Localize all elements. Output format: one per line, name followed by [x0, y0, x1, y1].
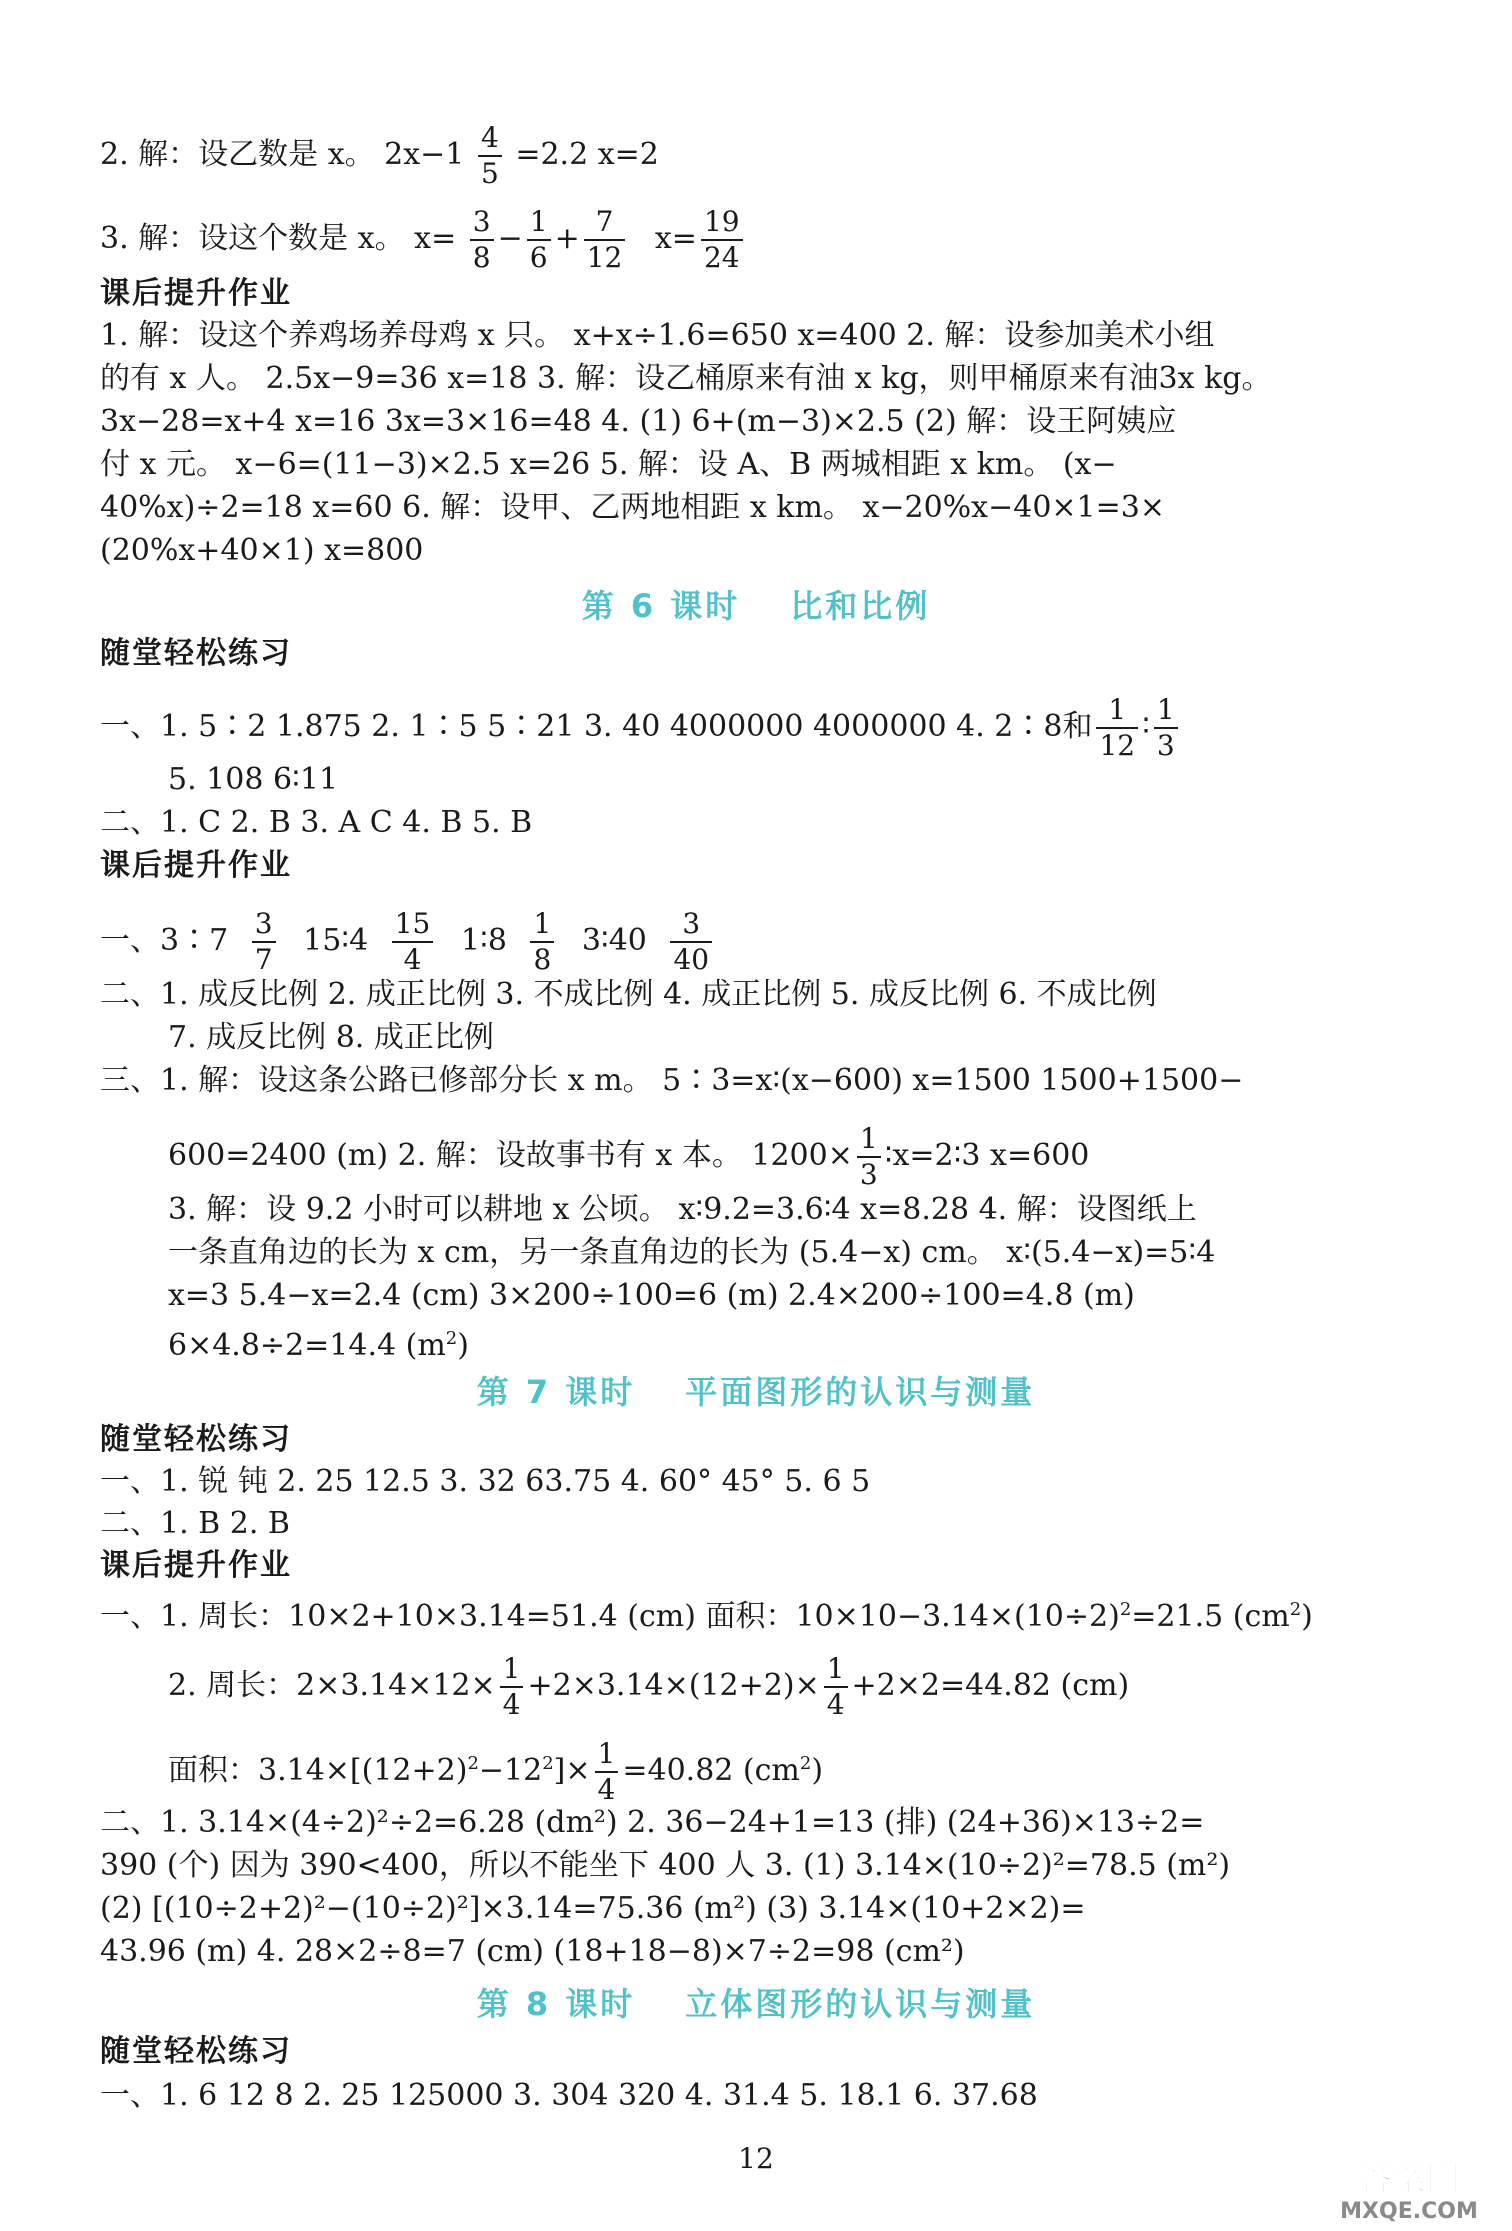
numerator: 4 [478, 124, 502, 157]
numerator: 1 [530, 910, 554, 943]
numerator: 1 [857, 1125, 881, 1158]
lesson-name: 平面图形的认识与测量 [685, 1373, 1036, 1411]
denominator: 4 [403, 943, 422, 976]
fraction [857, 1122, 881, 1191]
text: =21.5 (cm [1131, 1599, 1290, 1634]
section-title: 课后提升作业 [100, 276, 292, 311]
answer-line: 二、1. C 2. B 3. A C 4. B 5. B [100, 805, 533, 840]
text: −12 [478, 1753, 543, 1788]
numerator: 19 [701, 208, 743, 241]
section-title: 随堂轻松练习 [100, 2034, 292, 2069]
text: ) [1301, 1599, 1313, 1634]
lesson-heading [0, 1370, 1512, 1414]
fraction [500, 1652, 524, 1721]
text: 一、1. 5∶2 1.875 2. 1∶5 5∶21 3. 40 4000000 4000000 4. 2∶8和 [100, 709, 1093, 744]
fraction [1154, 693, 1178, 762]
answer-line: 付 x 元。 x−6=(11−3)×2.5 x=26 5. 解：设 A、B 两城相距 x km。 (x− [100, 447, 1117, 482]
answer-line: 3. 解：设 9.2 小时可以耕地 x 公顷。 x∶9.2=3.6∶4 x=8.28 4. 解：设图纸上 [168, 1192, 1197, 1227]
numerator: 1 [527, 208, 551, 241]
page-number: 12 [738, 2142, 774, 2175]
answer-line: 一、1. 锐 钝 2. 25 12.5 3. 32 63.75 4. 60° 45° 5. 6 5 [100, 1464, 871, 1499]
answer-line: 43.96 (m) 4. 28×2÷8=7 (cm) (18+18−8)×7÷2=98 (cm²) [100, 1934, 965, 1969]
section-title: 课后提升作业 [100, 1548, 292, 1583]
answer-line [100, 1590, 1313, 1637]
superscript: 2 [542, 1753, 554, 1774]
answer-line: 二、1. 3.14×(4÷2)²÷2=6.28 (dm²) 2. 36−24+1=13 (排) (24+36)×13÷2= [100, 1805, 1205, 1840]
text: 一、1. 周长：10×2+10×3.14=51.4 (cm) 面积：10×10−3.14×(10÷2) [100, 1599, 1120, 1634]
text: +2×2=44.82 (cm) [851, 1668, 1130, 1703]
numerator: 3 [670, 910, 712, 943]
answer-line: 5. 108 6∶11 [168, 762, 339, 797]
answer-line [168, 1737, 824, 1806]
answer-line [168, 1319, 469, 1366]
fraction [252, 907, 276, 976]
denominator: 40 [673, 943, 710, 976]
text: x= [654, 221, 697, 256]
numerator: 1 [1154, 696, 1178, 729]
answer-line: 7. 成反比例 8. 成正比例 [168, 1020, 494, 1055]
text: 面积：3.14×[(12+2) [168, 1753, 468, 1788]
superscript: 2 [1119, 1599, 1132, 1620]
text: ∶ [1142, 709, 1150, 744]
answer-line: 3x−28=x+4 x=16 3x=3×16=48 4. (1) 6+(m−3)×2.5 (2) 解：设王阿姨应 [100, 404, 1177, 439]
answer-line: x=3 5.4−x=2.4 (cm) 3×200÷100=6 (m) 2.4×200÷100=4.8 (m) [168, 1278, 1135, 1313]
fraction [595, 1737, 619, 1806]
numerator: 1 [595, 1740, 619, 1773]
text: 1∶8 [460, 923, 507, 958]
answer-line [100, 121, 659, 190]
denominator: 12 [1099, 729, 1136, 762]
section-title: 随堂轻松练习 [100, 636, 292, 671]
text: +2×3.14×(12+2)× [527, 1668, 820, 1703]
numerator: 1 [1096, 696, 1138, 729]
denominator: 4 [597, 1773, 616, 1806]
text: 3∶40 [581, 923, 647, 958]
fraction [470, 205, 494, 274]
superscript: 2 [467, 1753, 479, 1774]
lesson-heading [0, 1982, 1512, 2026]
lesson-heading [0, 584, 1512, 628]
answer-line [168, 1652, 1130, 1721]
numerator: 3 [470, 208, 494, 241]
denominator: 7 [254, 943, 273, 976]
fraction [670, 907, 712, 976]
numerator: 7 [584, 208, 626, 241]
answer-line: 三、1. 解：设这条公路已修部分长 x m。 5∶3=x∶(x−600) x=1500 1500+1500− [100, 1063, 1244, 1098]
answer-line: 的有 x 人。 2.5x−9=36 x=18 3. 解：设乙桶原来有油 x kg，则甲桶原来有油3x kg。 [100, 361, 1272, 396]
lesson-number: 第 8 课时 [476, 1985, 636, 2023]
text: 600=2400 (m) 2. 解：设故事书有 x 本。 1200× [168, 1138, 853, 1173]
text: ) [457, 1328, 469, 1363]
text: ∶x=2∶3 x=600 [884, 1138, 1090, 1173]
text: =40.82 (cm [622, 1753, 800, 1788]
answer-line: 390 (个) 因为 390<400，所以不能坐下 400 人 3. (1) 3.14×(10÷2)²=78.5 (m²) [100, 1848, 1231, 1883]
answer-line: 40%x)÷2=18 x=60 6. 解：设甲、乙两地相距 x km。 x−20%x−40×1=3× [100, 490, 1165, 525]
denominator: 8 [533, 943, 552, 976]
text: 一、3∶7 [100, 923, 229, 958]
lesson-name: 立体图形的认识与测量 [685, 1985, 1036, 2023]
denominator: 24 [703, 241, 740, 274]
lesson-number: 第 7 课时 [476, 1373, 636, 1411]
answer-line [168, 1122, 1090, 1191]
numerator: 3 [252, 910, 276, 943]
denominator: 6 [529, 241, 548, 274]
denominator: 8 [472, 241, 491, 274]
watermark-logo [1324, 2150, 1494, 2224]
denominator: 12 [586, 241, 623, 274]
section-title: 课后提升作业 [100, 848, 292, 883]
answer-line: 一、1. 6 12 8 2. 25 125000 3. 304 320 4. 31.4 5. 18.1 6. 37.68 [100, 2078, 1038, 2113]
answer-line: 二、1. B 2. B [100, 1506, 290, 1541]
fraction [478, 121, 502, 190]
denominator: 4 [826, 1688, 845, 1721]
superscript: 2 [1289, 1599, 1302, 1620]
answer-line [100, 693, 1182, 762]
answer-line: (20%x+40×1) x=800 [100, 533, 424, 568]
answer-line: 一条直角边的长为 x cm，另一条直角边的长为 (5.4−x) cm。 x∶(5.4−x)=5∶4 [168, 1235, 1216, 1270]
answer-line: 二、1. 成反比例 2. 成正比例 3. 不成比例 4. 成正比例 5. 成反比例 6. 不成比例 [100, 977, 1157, 1012]
fraction [530, 907, 554, 976]
text: ]× [553, 1753, 591, 1788]
section-title: 随堂轻松练习 [100, 1422, 292, 1457]
numerator: 1 [500, 1655, 524, 1688]
text: =2.2 x=2 [515, 137, 659, 172]
text: 6×4.8÷2=14.4 (m [168, 1328, 446, 1363]
fraction [824, 1652, 848, 1721]
lesson-number: 第 6 课时 [581, 587, 741, 625]
numerator: 1 [824, 1655, 848, 1688]
answer-line: (2) [(10÷2+2)²−(10÷2)²]×3.14=75.36 (m²) (3) 3.14×(10+2×2)= [100, 1891, 1086, 1926]
denominator: 3 [1156, 729, 1175, 762]
fraction [584, 205, 626, 274]
text: 2. 解：设乙数是 x。 2x−1 [100, 137, 465, 172]
lesson-name: 比和比例 [790, 587, 931, 625]
denominator: 4 [502, 1688, 521, 1721]
answer-line [100, 907, 716, 976]
logo-text: 答案圈 [1358, 2159, 1460, 2199]
answer-line: 3. 解：设这个数是 x。 x= $\frac{3}{8}$ − $\frac{1}{6}$ + $\frac{7}{12}$ x= $\frac{19}{24}$ [100, 208, 747, 272]
fraction [701, 205, 743, 274]
superscript: 2 [799, 1753, 812, 1774]
text: 15∶4 [303, 923, 369, 958]
superscript: 2 [445, 1328, 458, 1349]
fraction [527, 205, 551, 274]
text: 3. 解：设这个数是 x。 x= [100, 221, 457, 256]
text: ) [811, 1753, 824, 1788]
denominator: 3 [859, 1158, 878, 1191]
answer-line: 1. 解：设这个养鸡场养母鸡 x 只。 x+x÷1.6=650 x=400 2. 解：设参加美术小组 [100, 318, 1215, 353]
numerator: 15 [392, 910, 434, 943]
denominator: 5 [480, 157, 499, 190]
fraction [392, 907, 434, 976]
logo-url: MXQE.COM [1340, 2199, 1478, 2224]
fraction [1096, 693, 1138, 762]
text: 2. 周长：2×3.14×12× [168, 1668, 496, 1703]
